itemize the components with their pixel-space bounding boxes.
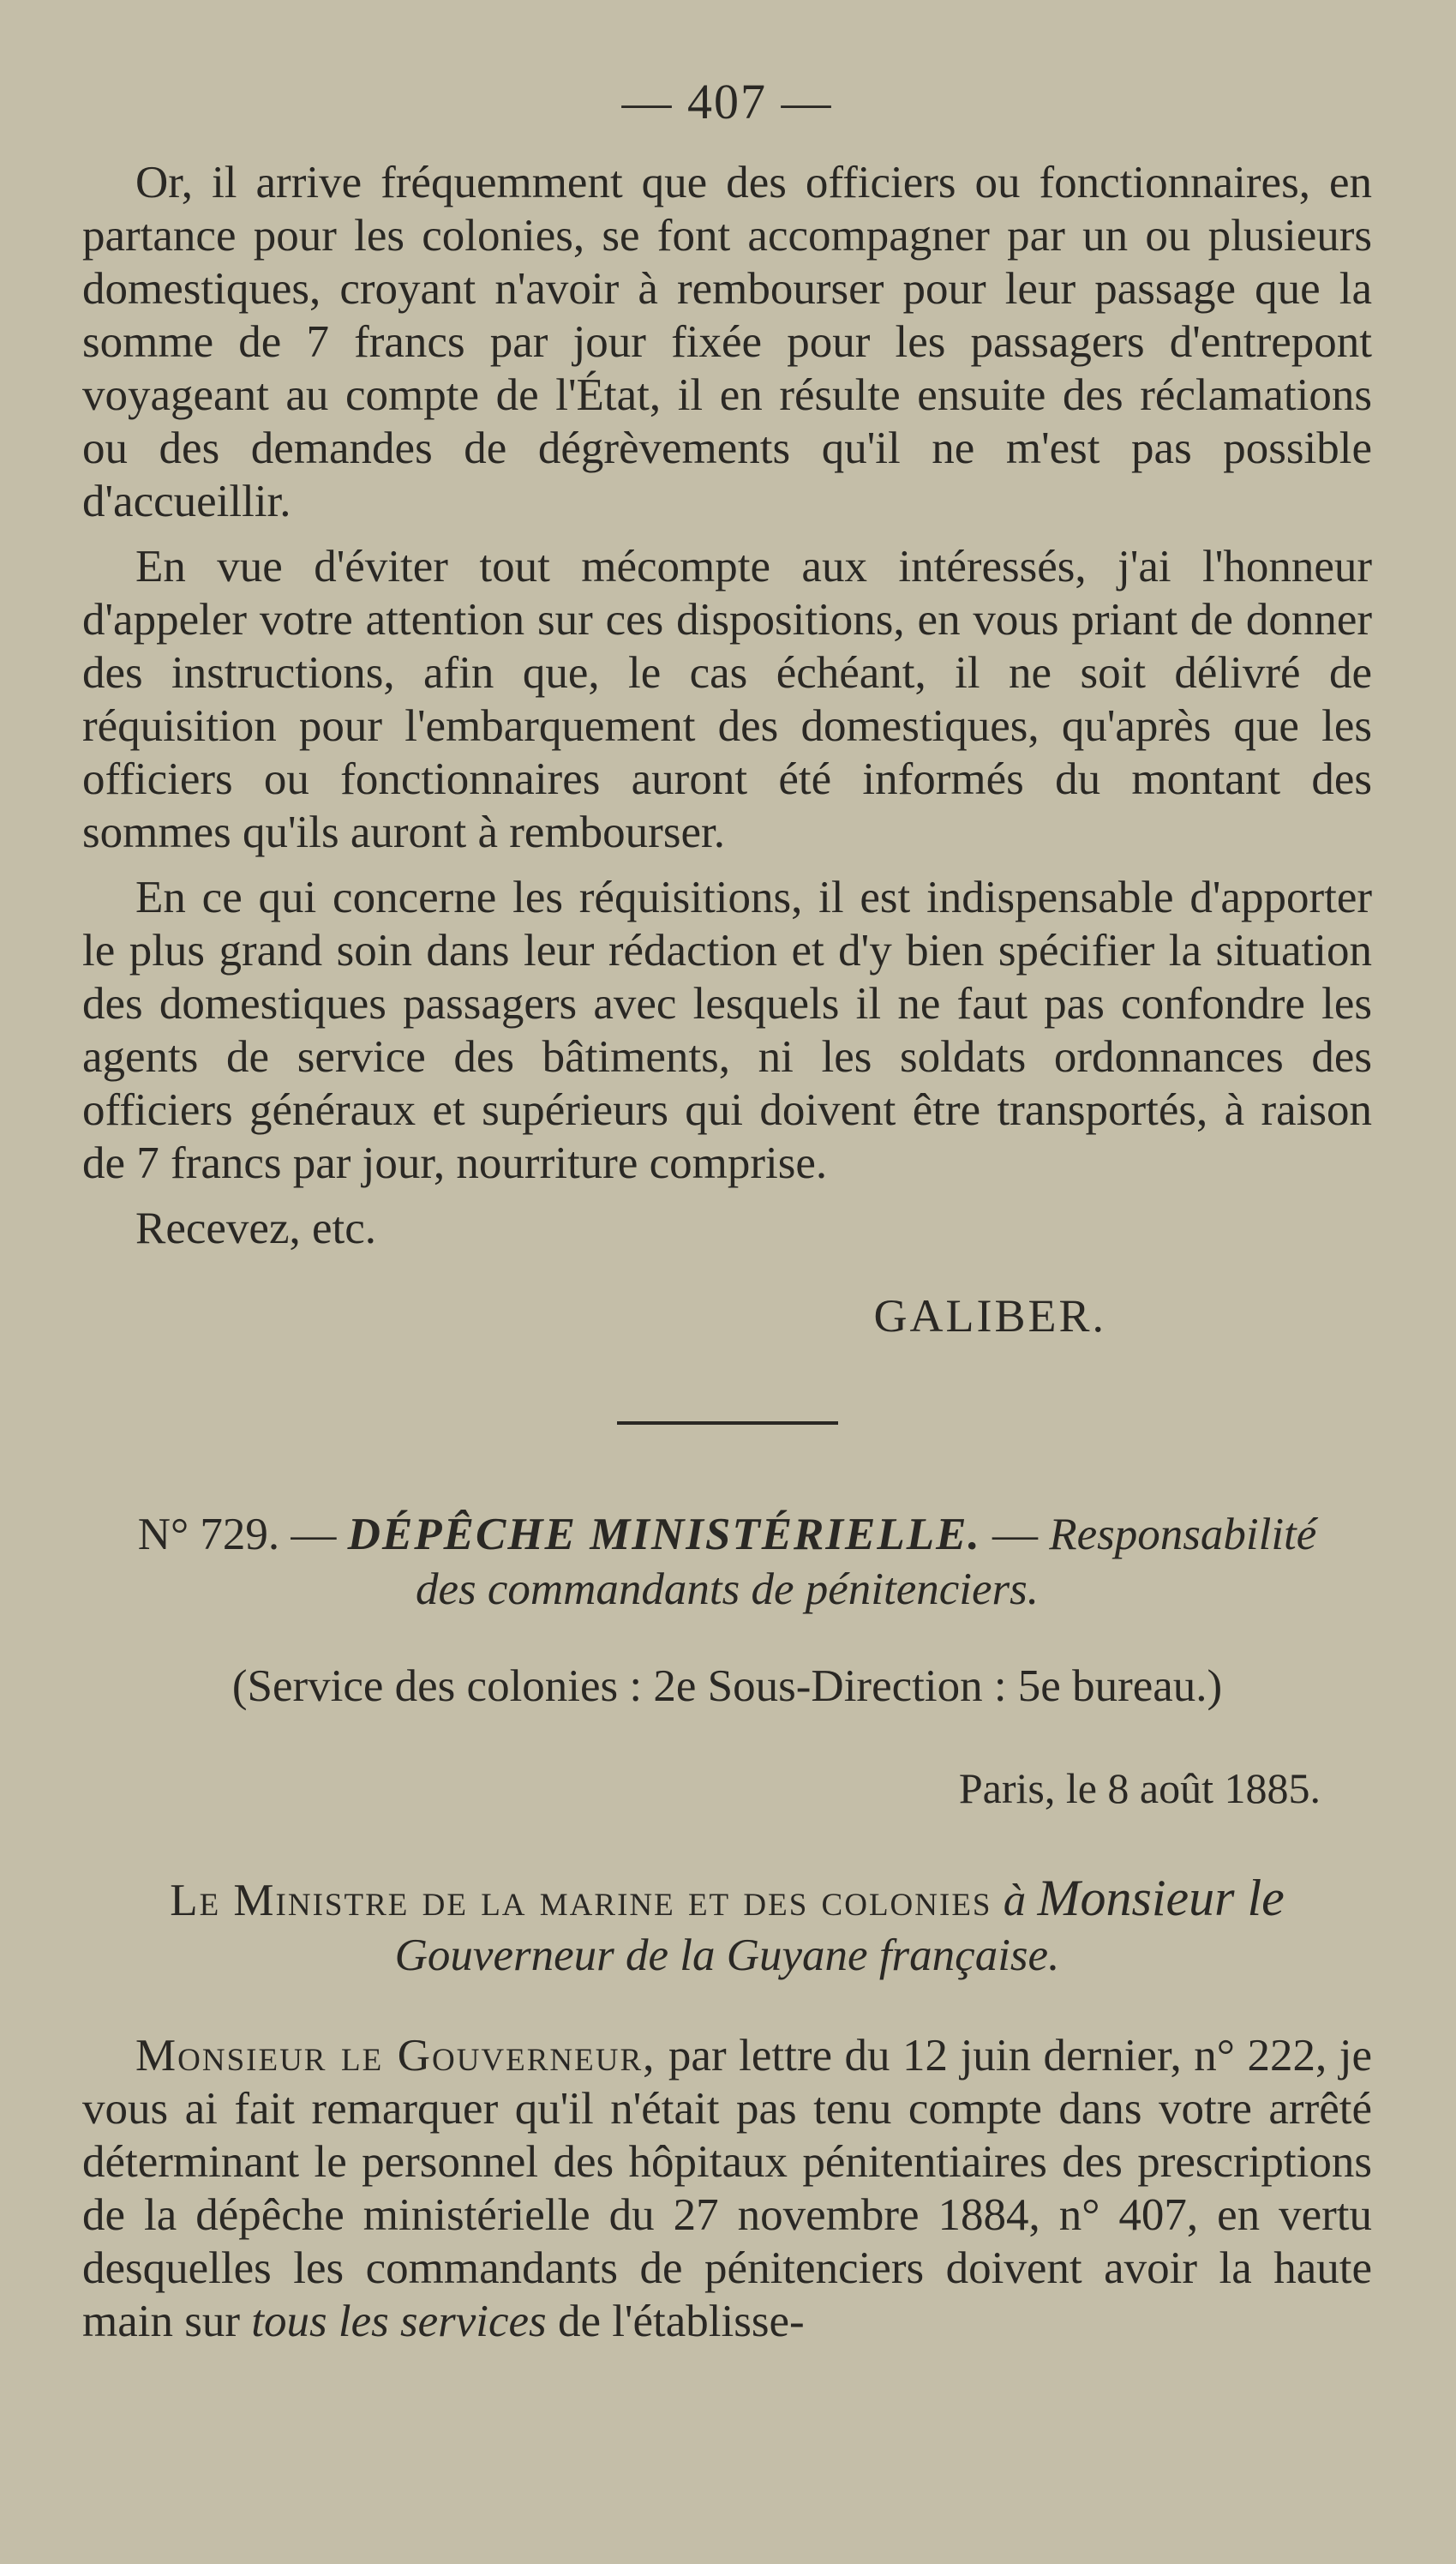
dispatch-heading [82,1507,1372,1617]
body-text-2: de l'établisse- [546,2297,805,2346]
dateline: Paris, le 8 août 1885. [958,1764,1321,1812]
dispatch-body [82,2029,1372,2348]
signature: GALIBER. [873,1290,1106,1342]
body-emphasis: tous les services [251,2297,547,2346]
dispatch-subject-1: Responsabilité [1049,1510,1317,1559]
section-divider [617,1421,838,1425]
dispatch-title: DÉPÊCHE MINISTÉRIELLE. [347,1510,981,1559]
dispatch-subject-2: des commandants de pénitenciers. [415,1564,1040,1614]
closing-formula: Recevez, etc. [135,1204,376,1253]
service-line: (Service des colonies : 2e Sous-Direction : 5e bureau.) [231,1661,1223,1711]
recipient-2: Gouverneur de la Guyane française. [394,1931,1060,1980]
sender: Le Ministre de la marine et des colonies [170,1876,992,1925]
salutation: Monsieur le Gouverneur, [135,2031,656,2081]
recipient-1: Monsieur le [1037,1870,1285,1926]
paragraph-1: Or, il arrive fréquemment que des officiers ou fonctionnaires, en partance pour les colonies, se font accompagner par un ou plusieurs domestiques, croyant n'avoir à rembourser pour leur passage que la somme de 7 francs par jour fixée pour les passagers d'entrepont voyageant au compte de l'État, il en résulte ensuite des réclamations ou des demandes de dégrèvements qu'il ne m'est pas possible d'accueillir. [82,158,1372,526]
address-to: à [1003,1876,1027,1925]
page-number: — 407 — [621,74,833,129]
address-line [82,1870,1372,1983]
dispatch-dash: — [992,1510,1038,1559]
paragraph-2: En vue d'éviter tout mécompte aux intéressés, j'ai l'honneur d'appeler votre attention sur ces dispositions, en vous priant de donner des instructions, afin que, le cas échéant, il ne soit délivré de réquisition pour l'embarquement des domestiques, qu'après que les officiers ou fonctionnaires auront été informés du montant des sommes qu'ils auront à rembourser. [82,542,1372,857]
paragraph-3: En ce qui concerne les réquisitions, il est indispensable d'apporter le plus grand soin dans leur rédaction et d'y bien spécifier la situation des domestiques passagers avec lesquels il ne faut pas confondre les agents de service des bâtiments, ni les soldats ordonnances des officiers généraux et supérieurs qui doivent être transportés, à raison de 7 francs par jour, nourriture comprise. [82,873,1372,1188]
document-page [82,51,1372,2348]
dispatch-number: N° 729. — [137,1510,337,1559]
body-text-1: par lettre du 12 juin dernier, n° 222, je vous ai fait remarquer qu'il n'était pas tenu compte dans votre arrêté déterminant le personnel des hôpitaux pénitentiaires des prescriptions de la dépêche ministérielle du 27 novembre 1884, n° 407, en vertu desquelles les commandants de pénitenciers doivent avoir la haute main sur [82,2031,1373,2346]
